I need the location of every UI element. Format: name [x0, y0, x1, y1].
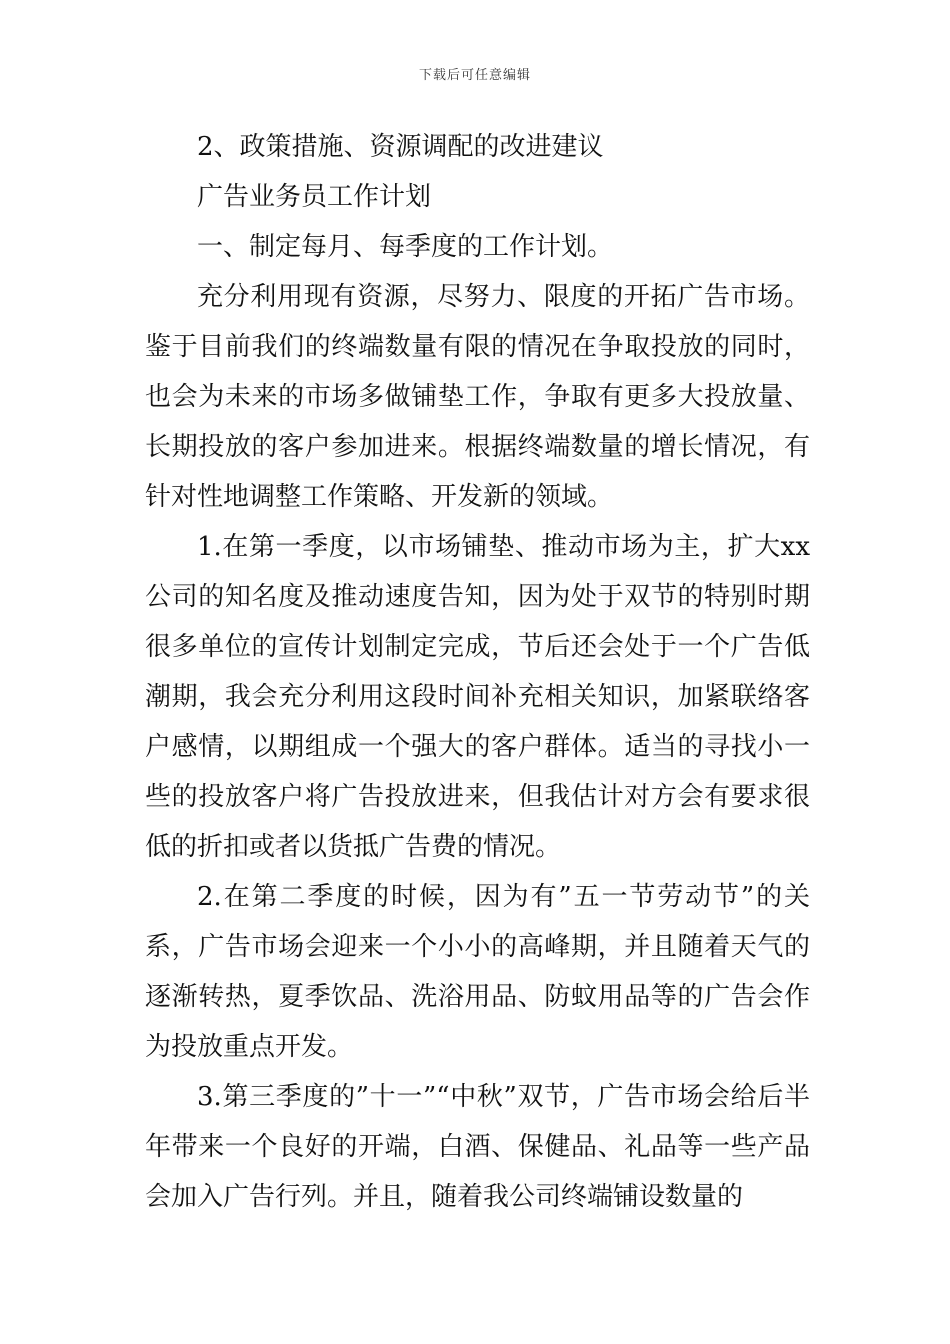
paragraph-q1: 1.在第一季度，以市场铺垫、推动市场为主，扩大xx公司的知名度及推动速度告知，因为处于双节的特别时期很多单位的宣传计划制定完成，节后还会处于一个广告低潮期，我会充分利用这段时间补充相关知识，加紧联络客户感情，以期组成一个强大的客户群体。适当的寻找小一些的投放客户将广告投放进来，但我估计对方会有要求很低的折扣或者以货抵广告费的情况。: [145, 532, 810, 862]
section-heading-improvement: 2、政策措施、资源调配的改进建议: [197, 132, 604, 162]
document-title: 广告业务员工作计划: [197, 182, 432, 212]
paragraph-intro: 充分利用现有资源，尽努力、限度的开拓广告市场。鉴于目前我们的终端数量有限的情况在争取投放的同时，也会为未来的市场多做铺垫工作，争取有更多大投放量、长期投放的客户参加进来。根据终端数量的增长情况，有针对性地调整工作策略、开发新的领域。: [145, 282, 810, 512]
paragraph-q2: 2.在第二季度的时候，因为有”五一节劳动节”的关系，广告市场会迎来一个小小的高峰期，并且随着天气的逐渐转热，夏季饮品、洗浴用品、防蚊用品等的广告会作为投放重点开发。: [145, 882, 810, 1062]
paragraph-q3: 3.第三季度的”十一”“中秋”双节，广告市场会给后半年带来一个良好的开端，白酒、保健品、礼品等一些产品会加入广告行列。并且，随着我公司终端铺设数量的: [145, 1082, 810, 1212]
page-header: 下载后可任意编辑: [418, 68, 531, 83]
document-body: [145, 122, 810, 1222]
section-heading-plan: 一、制定每月、每季度的工作计划。: [197, 232, 614, 262]
